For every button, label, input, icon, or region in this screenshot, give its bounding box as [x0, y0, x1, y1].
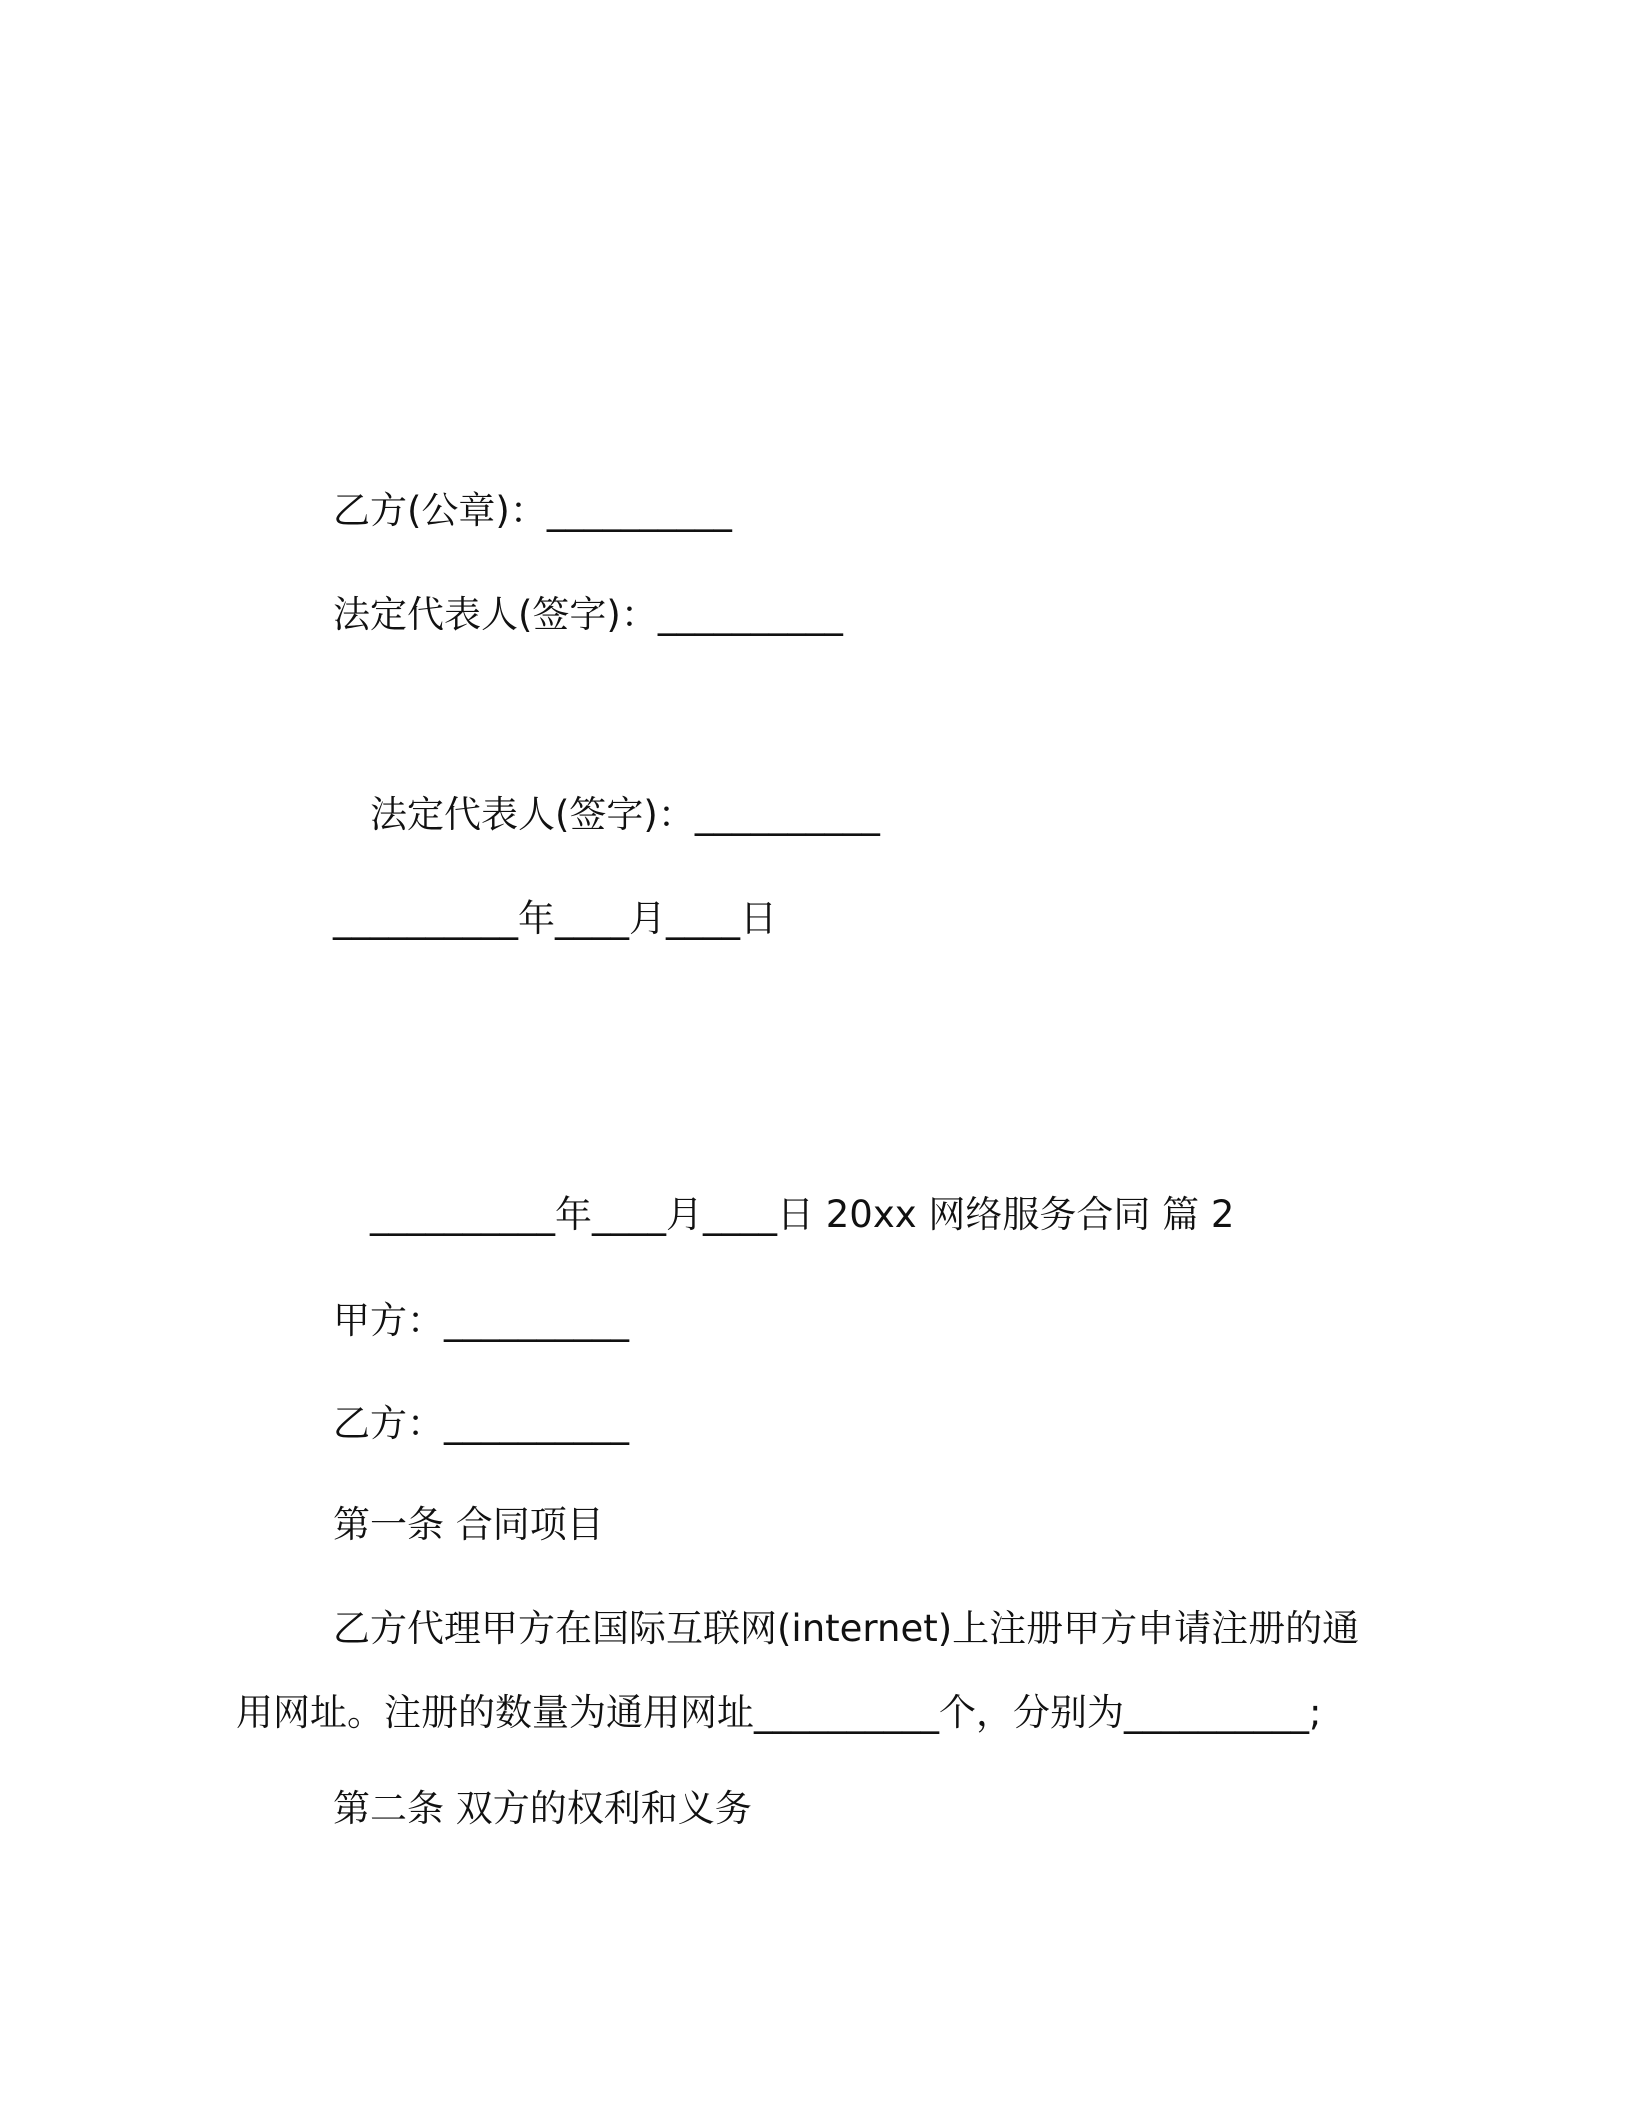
party-b-seal-line: 乙方(公章)：__________ [333, 489, 732, 532]
legal-rep-signature-line-indented: 法定代表人(签字)：__________ [370, 793, 880, 836]
party-a-line: 甲方：__________ [333, 1299, 629, 1342]
date-and-contract-title-line: __________年____月____日 20xx 网络服务合同 篇 2 [370, 1193, 1235, 1236]
legal-rep-signature-line: 法定代表人(签字)：__________ [333, 593, 843, 636]
article-one-paragraph-line-2: 用网址。注册的数量为通用网址__________个，分别为__________; [236, 1691, 1322, 1734]
party-b-line: 乙方：__________ [333, 1402, 629, 1445]
article-two-heading: 第二条 双方的权利和义务 [333, 1787, 752, 1830]
article-one-paragraph-line-1: 乙方代理甲方在国际互联网(internet)上注册甲方申请注册的通 [333, 1607, 1360, 1650]
date-line: __________年____月____日 [333, 897, 777, 940]
article-one-heading: 第一条 合同项目 [333, 1503, 604, 1546]
